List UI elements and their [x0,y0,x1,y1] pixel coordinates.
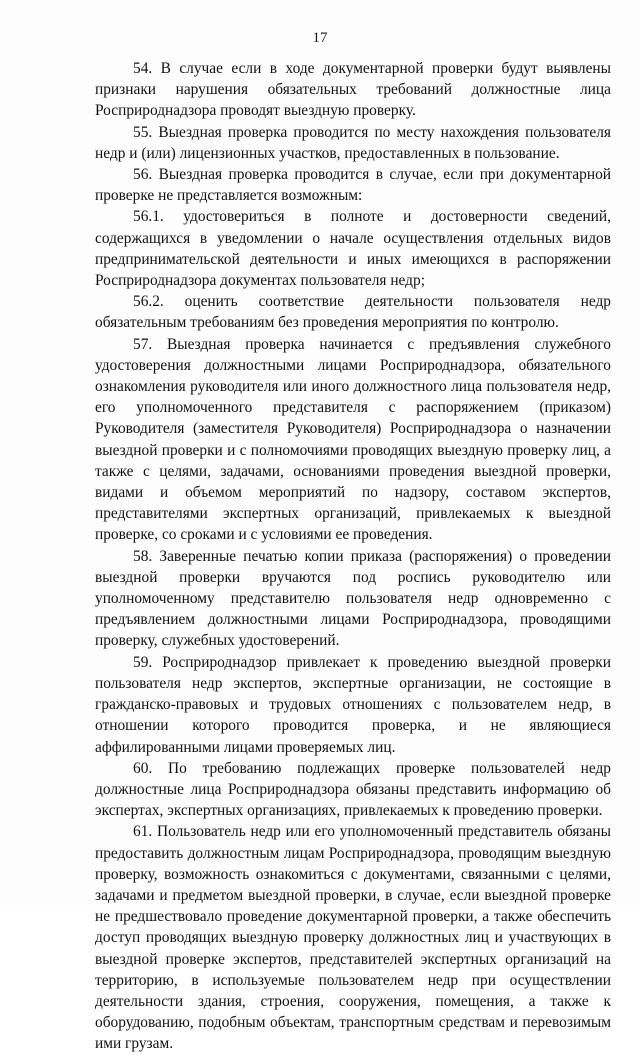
paragraph-57: 57. Выездная проверка начинается с предъявления служебного удостоверения должностными лицами Росприроднадзора, обязательного ознакомления руководителя или иного должностного лица пользователя недр, его уполномоченного представителя с распоряжением (приказом) Руководителя (заместителя Руководителя) Росприроднадзора о назначении выездной проверки и с полномочиями проводящих выездную проверку лиц, а также с целями, задачами, основаниями проведения выездной проверки, видами и объемом мероприятий по надзору, составом экспертов, представителями экспертных организаций, привлекаемых к выездной проверке, со сроками и с условиями ее проведения. [95,335,611,544]
paragraph-54: 54. В случае если в ходе документарной проверки будут выявлены признаки нарушения обязательных требований должностные лица Росприроднадзора проводят выездную проверку. [95,60,611,120]
paragraph-56-1: 56.1. удостовериться в полноте и достоверности сведений, содержащихся в уведомлении о начале осуществления отдельных видов предпринимательской деятельности и иных имеющихся в распоряжении Росприроднадзора документах пользователя недр; [95,208,611,290]
page-number: 17 [312,30,328,46]
paragraph-55: 55. Выездная проверка проводится по месту нахождения пользователя недр и (или) лицензионных участков, предоставленных в пользование. [95,123,611,162]
paragraph-61: 61. Пользователь недр или его уполномоченный представитель обязаны предоставить должностным лицам Росприроднадзора, проводящим выездную проверку, возможность ознакомиться с документами, связанными с целями, задачами и предметом выездной проверки, в случае, если выездной проверке не предшествовало проведение документарной проверки, а также обеспечить доступ проводящих выездную проверку должностных лиц и участвующих в выездной проверке экспертов, представителей экспертных организаций на территорию, в используемые пользователем недр при осуществлении деятельности здания, строения, сооружения, помещения, а также к оборудованию, подобным объектам, транспортным средствам и перевозимым ими грузам. [95,823,611,1053]
document-body [95,58,611,1055]
paragraph-58: 58. Заверенные печатью копии приказа (распоряжения) о проведении выездной проверки вручаются под роспись руководителю или уполномоченному представителю пользователя недр одновременно с предъявлением должностными лицами Росприроднадзора, проводящими проверку, служебных удостоверений. [95,547,611,650]
paragraph-60: 60. По требованию подлежащих проверке пользователей недр должностные лица Росприроднадзора обязаны представить информацию об экспертах, экспертных организациях, привлекаемых к проведению проверки. [95,759,611,820]
paragraph-56-2: 56.2. оценить соответствие деятельности пользователя недр обязательным требованиям без проведения мероприятия по контролю. [95,293,611,332]
paragraph-59: 59. Росприроднадзор привлекает к проведению выездной проверки пользователя недр экспертов, экспертные организации, не состоящие в гражданско-правовых и трудовых отношениях с пользователем недр, в отношении которого проводится проверка, и не являющиеся аффилированными лицами проверяемых лиц. [95,653,611,756]
paragraph-56: 56. Выездная проверка проводится в случае, если при документарной проверке не представляется возможным: [95,166,611,205]
